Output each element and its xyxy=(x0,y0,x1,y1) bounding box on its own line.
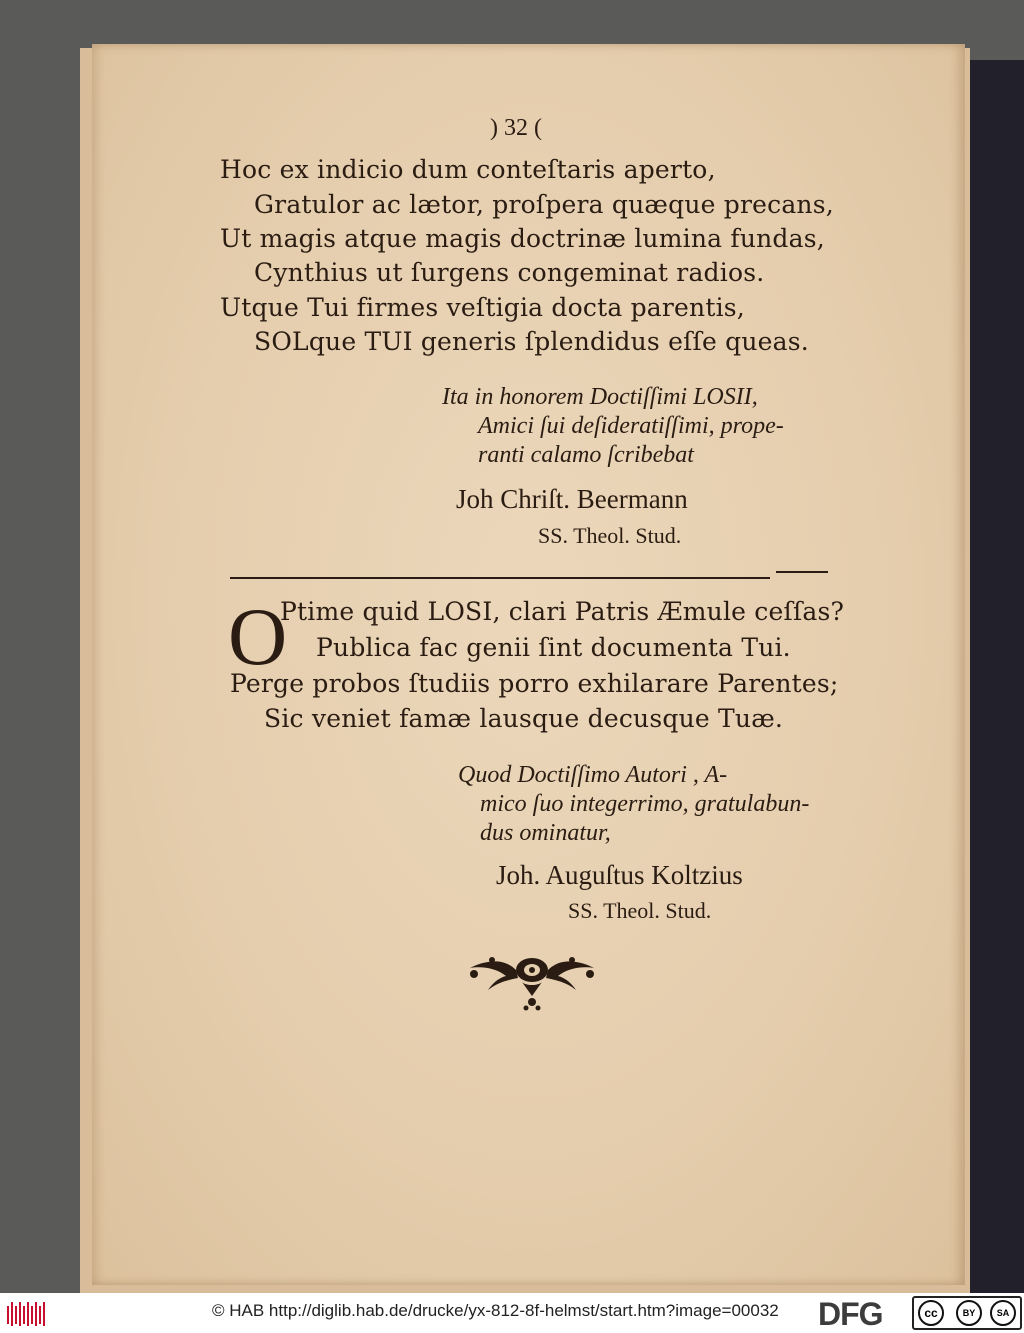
poem1-line: Ut magis atque magis doctrinæ lumina fundas, xyxy=(220,224,825,253)
floral-ornament-icon xyxy=(462,952,602,1012)
poem1-author-title: SS. Theol. Stud. xyxy=(538,523,682,548)
cc-by-sa-icon[interactable] xyxy=(912,1296,1022,1330)
sa-icon: SA xyxy=(990,1300,1016,1326)
separator-rule-left xyxy=(230,577,770,579)
poem1-line: SOLque TUI generis ſplendidus eſſe queas. xyxy=(254,327,809,356)
footer-credit-link[interactable]: © HAB http://diglib.hab.de/drucke/yx-812-8f-helmst/start.htm?image=00032 xyxy=(212,1301,779,1320)
drop-cap: O xyxy=(228,591,288,682)
poem1-dedication-line: ranti calamo ſcribebat xyxy=(478,442,694,468)
poem2-dedication-line: Quod Doctiſſimo Autori , A- xyxy=(458,762,728,788)
poem1-line: Gratulor ac lætor, proſpera quæque precans, xyxy=(254,190,834,219)
poem1-author: Joh Chriſt. Beermann xyxy=(456,484,688,514)
poem2-line: Publica fac genii ſint documenta Tui. xyxy=(316,633,791,662)
poem2-line: Ptime quid LOSI, clari Patris Æmule ceſſas? xyxy=(280,597,845,626)
poem2-dedication-line: mico ſuo integerrimo, gratulabun- xyxy=(480,791,810,817)
poem2-line: Perge probos ſtudiis porro exhilarare Parentes; xyxy=(230,669,839,698)
poem2-author: Joh. Auguſtus Koltzius xyxy=(496,860,743,890)
separator-rule-right xyxy=(776,571,828,573)
book-cover-edge xyxy=(965,60,1024,1293)
poem1-line: Utque Tui firmes veſtigia docta parentis, xyxy=(220,293,745,322)
dfg-logo: DFG xyxy=(818,1296,883,1332)
poem2-author-title: SS. Theol. Stud. xyxy=(568,898,712,923)
page-number: ) 32 ( xyxy=(490,115,542,141)
poem2-dedication-line: dus ominatur, xyxy=(480,820,611,846)
by-icon: BY xyxy=(956,1300,982,1326)
cc-icon: cc xyxy=(918,1300,944,1326)
poem1-dedication-line: Ita in honorem Doctiſſimi LOSII, xyxy=(442,384,758,410)
poem1-line: Cynthius ut ſurgens congeminat radios. xyxy=(254,258,765,287)
poem2-line: Sic veniet famæ lausque decusque Tuæ. xyxy=(264,704,784,733)
poem1-line: Hoc ex indicio dum conteſtaris aperto, xyxy=(220,155,716,184)
hab-logo-icon xyxy=(6,1300,48,1328)
poem1-dedication-line: Amici ſui deſideratiſſimi, prope- xyxy=(478,413,784,439)
